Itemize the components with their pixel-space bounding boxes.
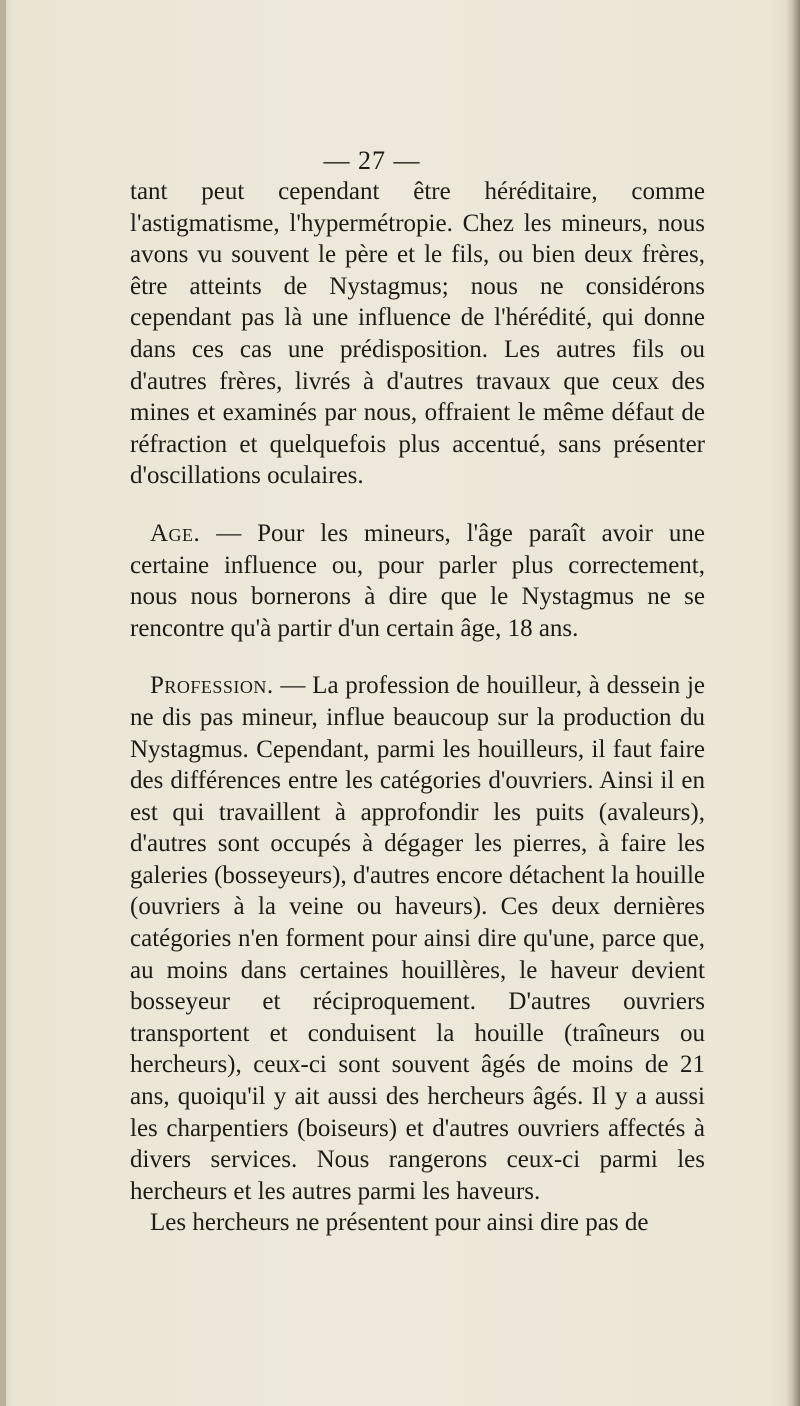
- page-number: — 27 —: [323, 146, 421, 175]
- page-edge: [786, 0, 800, 1406]
- paragraph-age: [130, 518, 705, 644]
- paragraph-profession: [130, 670, 705, 1207]
- section-heading-profession: Profession.: [150, 672, 274, 700]
- paragraph-hercheurs: Les hercheurs ne présentent pour ainsi dire pas de: [150, 1209, 649, 1237]
- paragraph-profession-text: — La profession de houilleur, à dessein je ne dis pas mineur, influe beaucoup sur la production du Nystagmus. Cependant, parmi les houilleurs, il faut faire des différences entre les catégories d'ouvriers. Ainsi il en est qui travaillent à approfondir les puits (avaleurs), d'autres sont occupés à dégager les pierres, à faire les galeries (bosseyeurs), d'autres encore détachent la houille (ouvriers à la veine ou haveurs). Ces deux dernières catégories n'en forment pour ainsi dire qu'une, parce que, au moins dans certaines houillères, le haveur devient bosseyeur et réciproquement. D'autres ouvriers transportent et conduisent la houille (traîneurs ou hercheurs), ceux-ci sont souvent âgés de moins de 21 ans, quoiqu'il y ait aussi des hercheurs âgés. Il y a aussi les charpentiers (boiseurs) et d'autres ouvriers affectés à divers services. Nous rangerons ceux-ci parmi les hercheurs et les autres parmi les haveurs.: [130, 672, 705, 1205]
- page-gutter-shadow: [0, 0, 6, 1406]
- section-heading-age: Age.: [150, 519, 201, 547]
- paragraph-age-text: — Pour les mineurs, l'âge paraît avoir une certaine influence ou, pour parler plus correctement, nous nous bornerons à dire que le Nystagmus ne se rencontre qu'à partir d'un certain âge, 18 ans.: [130, 519, 705, 642]
- body-text: [130, 176, 705, 1239]
- paragraph-heredity: tant peut cependant être héréditaire, comme l'astigmatisme, l'hypermétropie. Chez les mineurs, nous avons vu souvent le père et le fils, ou bien deux frères, être atteints de Nystagmus; nous ne considérons cependant pas là une influence de l'hérédité, qui donne dans ces cas une prédisposition. Les autres fils ou d'autres frères, livrés à d'autres travaux que ceux des mines et examinés par nous, offraient le même défaut de réfraction et quelquefois plus accentué, sans présenter d'oscillations oculaires.: [130, 178, 705, 490]
